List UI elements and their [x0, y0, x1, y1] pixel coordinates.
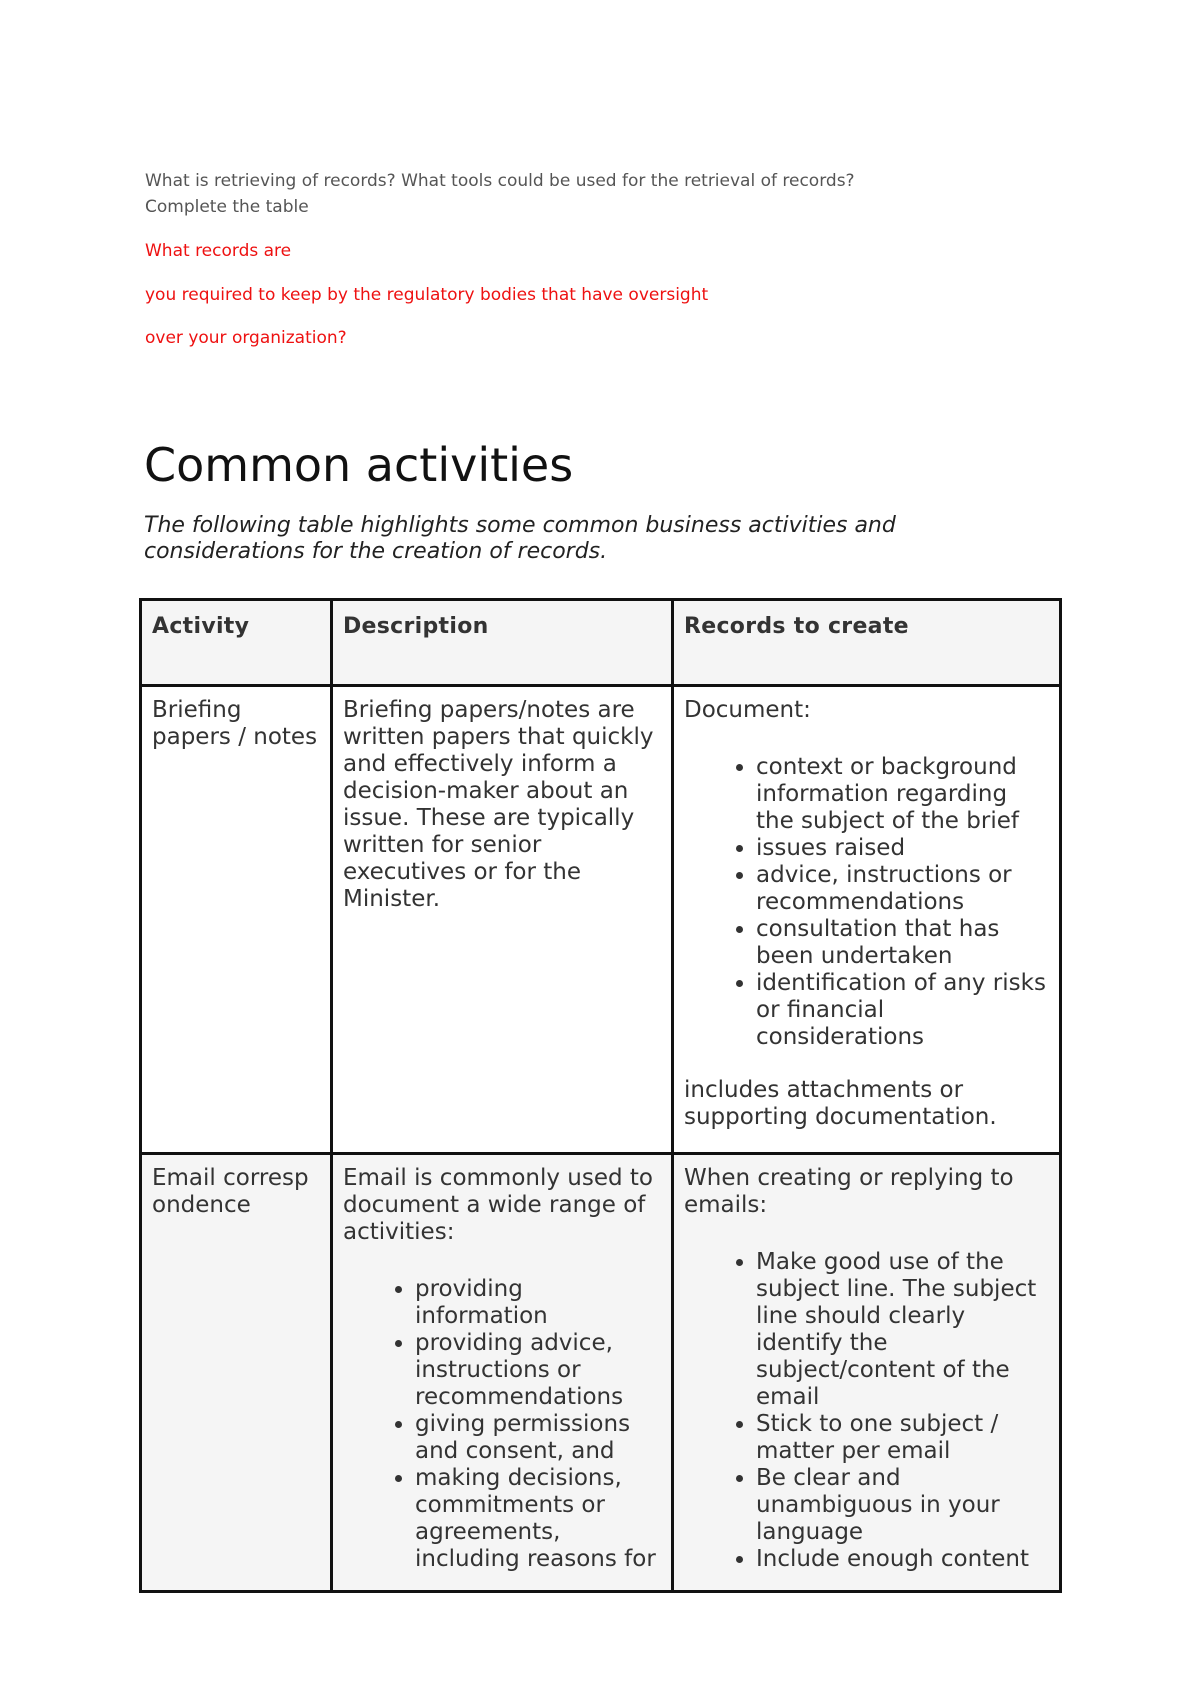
intro-block	[145, 168, 1045, 220]
cell-description	[332, 686, 673, 1154]
activities-table	[139, 598, 1062, 1593]
cell-activity	[141, 1154, 332, 1592]
list-item: • Include enough content	[756, 1546, 1049, 1573]
red-question-line-2: you required to keep by the regulatory bodies that have oversight	[145, 285, 709, 305]
red-question-line-3: over your organization?	[145, 328, 347, 348]
header-description: Description	[332, 600, 673, 686]
list-item: • issues raised	[756, 835, 1049, 862]
list-item: • Make good use of the subject line. The subject line should clearly identify the subject/content of the email	[756, 1249, 1049, 1411]
records-intro: When creating or replying to emails:	[684, 1165, 1014, 1218]
cell-records	[673, 1154, 1061, 1592]
list-item: • Be clear and unambiguous in your language	[756, 1465, 1049, 1546]
list-item: • giving permissions and consent, and	[415, 1411, 661, 1465]
header-records: Records to create	[673, 600, 1061, 686]
list-item: • advice, instructions or recommendations	[756, 862, 1049, 916]
records-after: includes attachments or supporting documentation.	[684, 1077, 997, 1130]
intro-question: What is retrieving of records? What tools could be used for the retrieval of records?	[145, 171, 855, 191]
table-row	[141, 1154, 1061, 1592]
records-list	[684, 1249, 1049, 1573]
list-item: • Stick to one subject / matter per email	[756, 1411, 1049, 1465]
description-text: Email is commonly used to document a wide range of activities:	[343, 1165, 654, 1245]
cell-activity	[141, 686, 332, 1154]
red-question-line-1: What records are	[145, 241, 292, 261]
list-item: • providing advice, instructions or recommendations	[415, 1330, 661, 1411]
list-item: • providing information	[415, 1276, 661, 1330]
section-heading: Common activities	[144, 438, 574, 492]
list-item: • identification of any risks or financial considerations	[756, 970, 1049, 1051]
table-header-row	[141, 600, 1061, 686]
list-item: • consultation that has been undertaken	[756, 916, 1049, 970]
table-row	[141, 686, 1061, 1154]
cell-description	[332, 1154, 673, 1592]
records-list	[684, 754, 1049, 1051]
activity-text: Email correspondence	[152, 1165, 309, 1218]
activity-text: Briefing papers / notes	[152, 697, 318, 750]
list-item: • context or background information regarding the subject of the brief	[756, 754, 1049, 835]
section-lead: The following table highlights some common business activities and considerations for the creation of records.	[144, 513, 896, 564]
header-activity: Activity	[141, 600, 332, 686]
description-list	[343, 1276, 661, 1573]
description-text: Briefing papers/notes are written papers that quickly and effectively inform a decision-maker about an issue. These are typically written for senior executives or for the Minister.	[343, 697, 654, 912]
list-item: • making decisions, commitments or agreements, including reasons for	[415, 1465, 661, 1573]
records-intro: Document:	[684, 697, 811, 723]
cell-records	[673, 686, 1061, 1154]
intro-instruction: Complete the table	[145, 197, 309, 217]
